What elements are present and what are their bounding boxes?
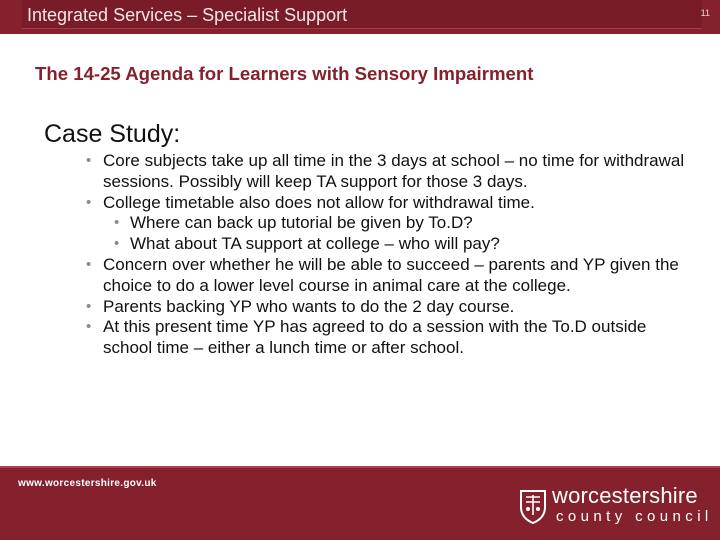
bullet-dot-icon: • [86,318,92,336]
bullet-item [0,255,720,297]
bullet-item [0,151,720,193]
bullet-text: Concern over whether he will be able to succeed – parents and YP given the choice to do a lower level course in animal care at the college. [103,254,679,295]
slide-number: 11 [700,8,710,18]
bullet-dot-icon: • [86,193,92,211]
case-study-heading: Case Study: [44,120,181,148]
bullet-text: At this present time YP has agreed to do a session with the To.D outside school time – either a lunch time or after school. [103,317,647,358]
bullet-dot-icon: • [86,255,92,273]
bullet-item [0,297,720,318]
slide-title: The 14-25 Agenda for Learners with Sensory Impairment [35,63,534,84]
bullet-item [0,193,720,214]
bullet-dot-icon: • [86,297,92,315]
bullet-text: Parents backing YP who wants to do the 2 day course. [103,296,515,316]
footer-divider [0,466,720,468]
sub-bullet-item [0,213,720,234]
bullet-text: College timetable also does not allow for withdrawal time. [103,192,535,212]
bullet-text: What about TA support at college – who will pay? [130,234,500,254]
bullet-dot-icon: • [114,214,120,232]
header-title: Integrated Services – Specialist Support [27,5,348,25]
bullet-list [0,151,720,359]
bullet-item [0,317,720,359]
sub-bullet-item [0,234,720,255]
bullet-text: Core subjects take up all time in the 3 days at school – no time for withdrawal sessions. Possibly will keep TA support for those 3 days. [103,151,685,191]
council-logo-subtitle: county council [556,508,713,525]
footer-website-link[interactable]: www.worcestershire.gov.uk [18,478,157,489]
bullet-dot-icon: • [86,152,92,169]
county-crest-icon [518,487,548,525]
council-logo-name: worcestershire [552,483,698,508]
bullet-text: Where can back up tutorial be given by To.D? [130,213,473,233]
bullet-dot-icon: • [114,235,120,253]
